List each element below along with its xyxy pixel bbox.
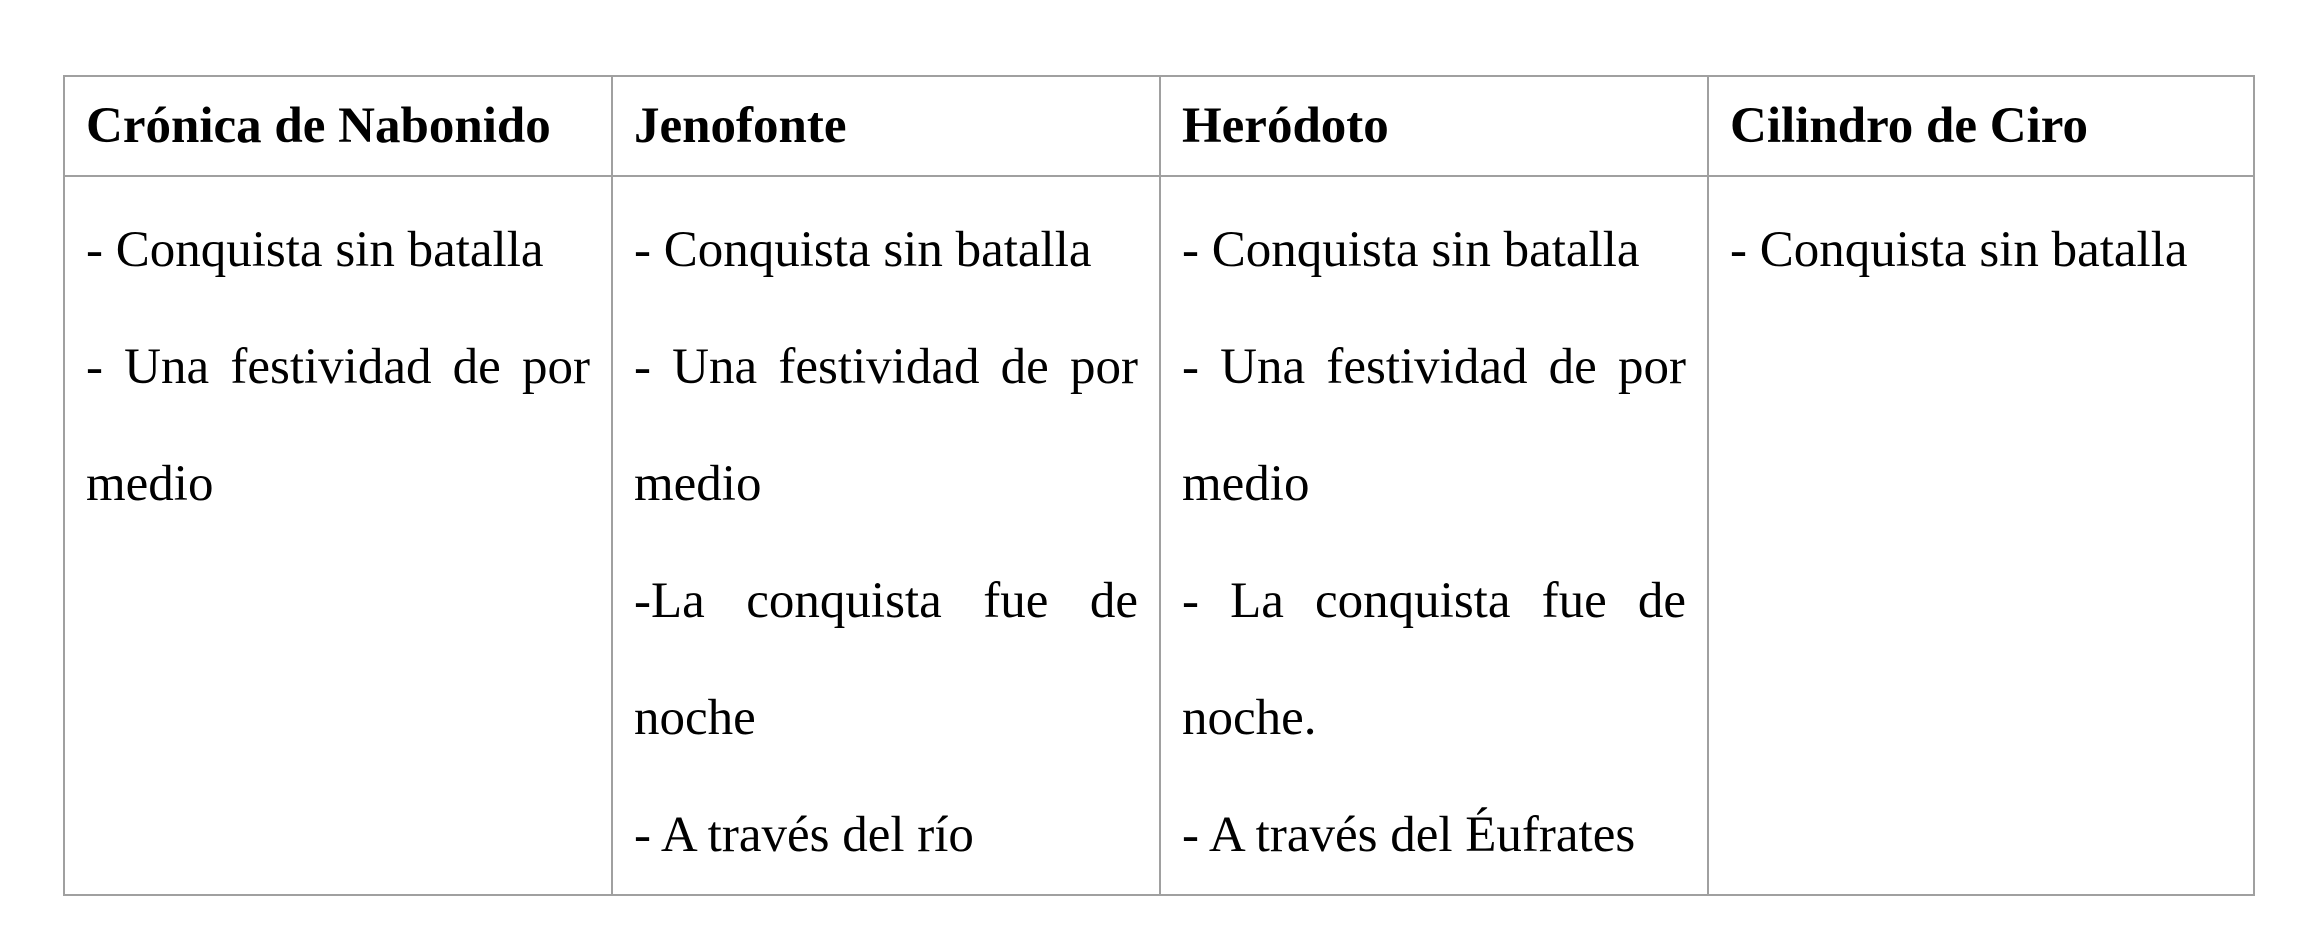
cell-jenofonte (612, 176, 1160, 895)
list-item: - Conquista sin batalla (86, 222, 544, 278)
list-item: - La conquista fue de noche. (1182, 573, 1686, 746)
header-cilindro-de-ciro: Cilindro de Ciro (1708, 76, 2254, 176)
list-item: - A través del río (634, 807, 974, 863)
list-item: - Una festividad de por medio (634, 339, 1138, 512)
list-item: - Conquista sin batalla (634, 222, 1092, 278)
list-item: - A través del Éufrates (1182, 807, 1636, 863)
header-row (64, 76, 2254, 176)
list-item: - Conquista sin batalla (1182, 222, 1640, 278)
list-item: - Conquista sin batalla (1730, 222, 2188, 278)
header-herodoto: Heródoto (1160, 76, 1708, 176)
list-item: - Una festividad de por medio (1182, 339, 1686, 512)
cell-herodoto (1160, 176, 1708, 895)
content-row (64, 176, 2254, 895)
comparison-table (63, 75, 2255, 896)
header-cronica-de-nabonido: Crónica de Nabonido (64, 76, 612, 176)
header-jenofonte: Jenofonte (612, 76, 1160, 176)
list-item: -La conquista fue de noche (634, 573, 1138, 746)
list-item: - Una festividad de por medio (86, 339, 590, 512)
cell-cilindro-de-ciro (1708, 176, 2254, 895)
cell-cronica-de-nabonido (64, 176, 612, 895)
